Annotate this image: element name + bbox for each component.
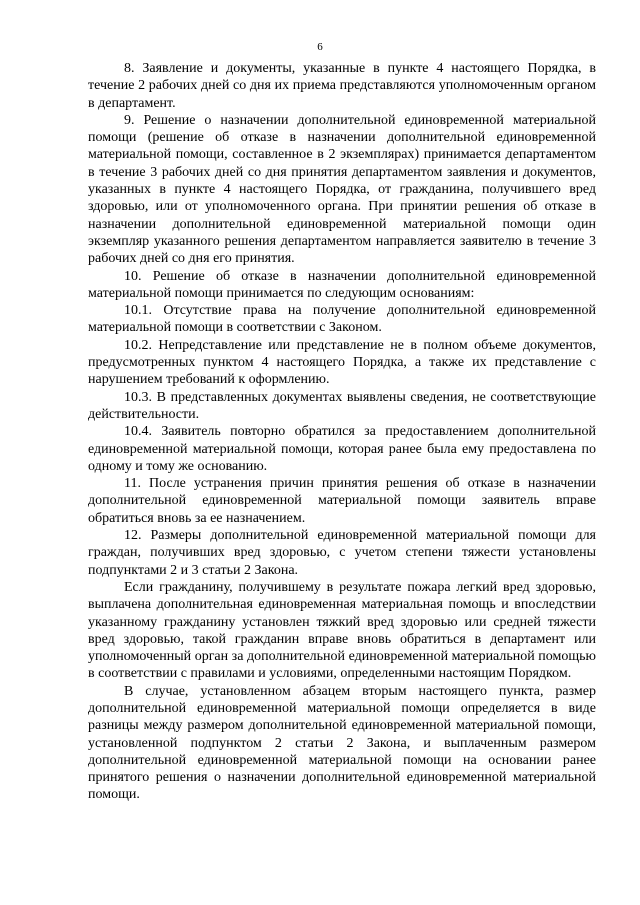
- paragraph-item-10-4: 10.4. Заявитель повторно обратился за предоставлением дополнительной единовременной материальной помощи, которая ранее была ему предоставлена по одному и тому же основанию.: [88, 424, 596, 474]
- paragraph-item-8: 8. Заявление и документы, указанные в пункте 4 настоящего Порядка, в течение 2 рабочих дней со дня их приема представляются уполномоченным органом в департамент.: [88, 61, 596, 111]
- paragraph-item-10-3: 10.3. В представленных документах выявлены сведения, не соответствующие действительности.: [88, 389, 596, 422]
- paragraph-item-11: 11. После устранения причин принятия решения об отказе в назначении дополнительной единовременной материальной помощи заявитель вправе обратиться вновь за ее назначением.: [88, 476, 596, 526]
- page-number: 6: [317, 41, 323, 53]
- paragraph-item-12-part-2: Если гражданину, получившему в результате пожара легкий вред здоровью, выплачена дополнительная единовременная материальная помощь и впоследствии указанному гражданину установлен тяжкий вред здоровью или средней тяжести вред здоровью, такой гражданин вправе вновь обратиться в департамент или уполномоченный орган за дополнительной единовременной материальной помощью в соответствии с правилами и условиями, определенными настоящим Порядком.: [88, 579, 596, 682]
- paragraph-item-10-1: 10.1. Отсутствие права на получение дополнительной единовременной материальной помощи в соответствии с Законом.: [88, 303, 596, 336]
- paragraph-item-12: 12. Размеры дополнительной единовременной материальной помощи для граждан, получивших вред здоровью, с учетом степени тяжести установлены подпунктами 2 и 3 статьи 2 Закона.: [88, 528, 596, 578]
- paragraph-item-10-2: 10.2. Непредставление или представление не в полном объеме документов, предусмотренных пунктом 4 настоящего Порядка, а также их представление с нарушением требований к оформлению.: [88, 337, 596, 388]
- paragraph-item-10: 10. Решение об отказе в назначении дополнительной единовременной материальной помощи принимается по следующим основаниям:: [88, 268, 596, 301]
- paragraph-item-9: 9. Решение о назначении дополнительной единовременной материальной помощи (решение об отказе в назначении дополнительной единовременной материальной помощи, составленное в 2 экземплярах) принимается департаментом в течение 3 рабочих дней со дня принятия департаментом заявления и документов, указанных в пункте 4 настоящего Порядка, от гражданина, получившего вред здоровью, или от уполномоченного органа. При принятии решения об отказе в назначении дополнительной единовременной материальной помощи один экземпляр указанного решения департаментом направляется заявителю в течение 3 рабочих дней со дня его принятия.: [88, 112, 596, 267]
- document-body: [88, 60, 596, 804]
- paragraph-item-12-part-3: В случае, установленном абзацем вторым настоящего пункта, размер дополнительной единовременной материальной помощи определяется в виде разницы между размером дополнительной единовременной материальной помощи, установленной подпунктом 2 статьи 2 Закона, и выплаченным размером дополнительной единовременной материальной помощи на основании ранее принятого решения о назначении дополнительной единовременной материальной помощи.: [88, 683, 596, 803]
